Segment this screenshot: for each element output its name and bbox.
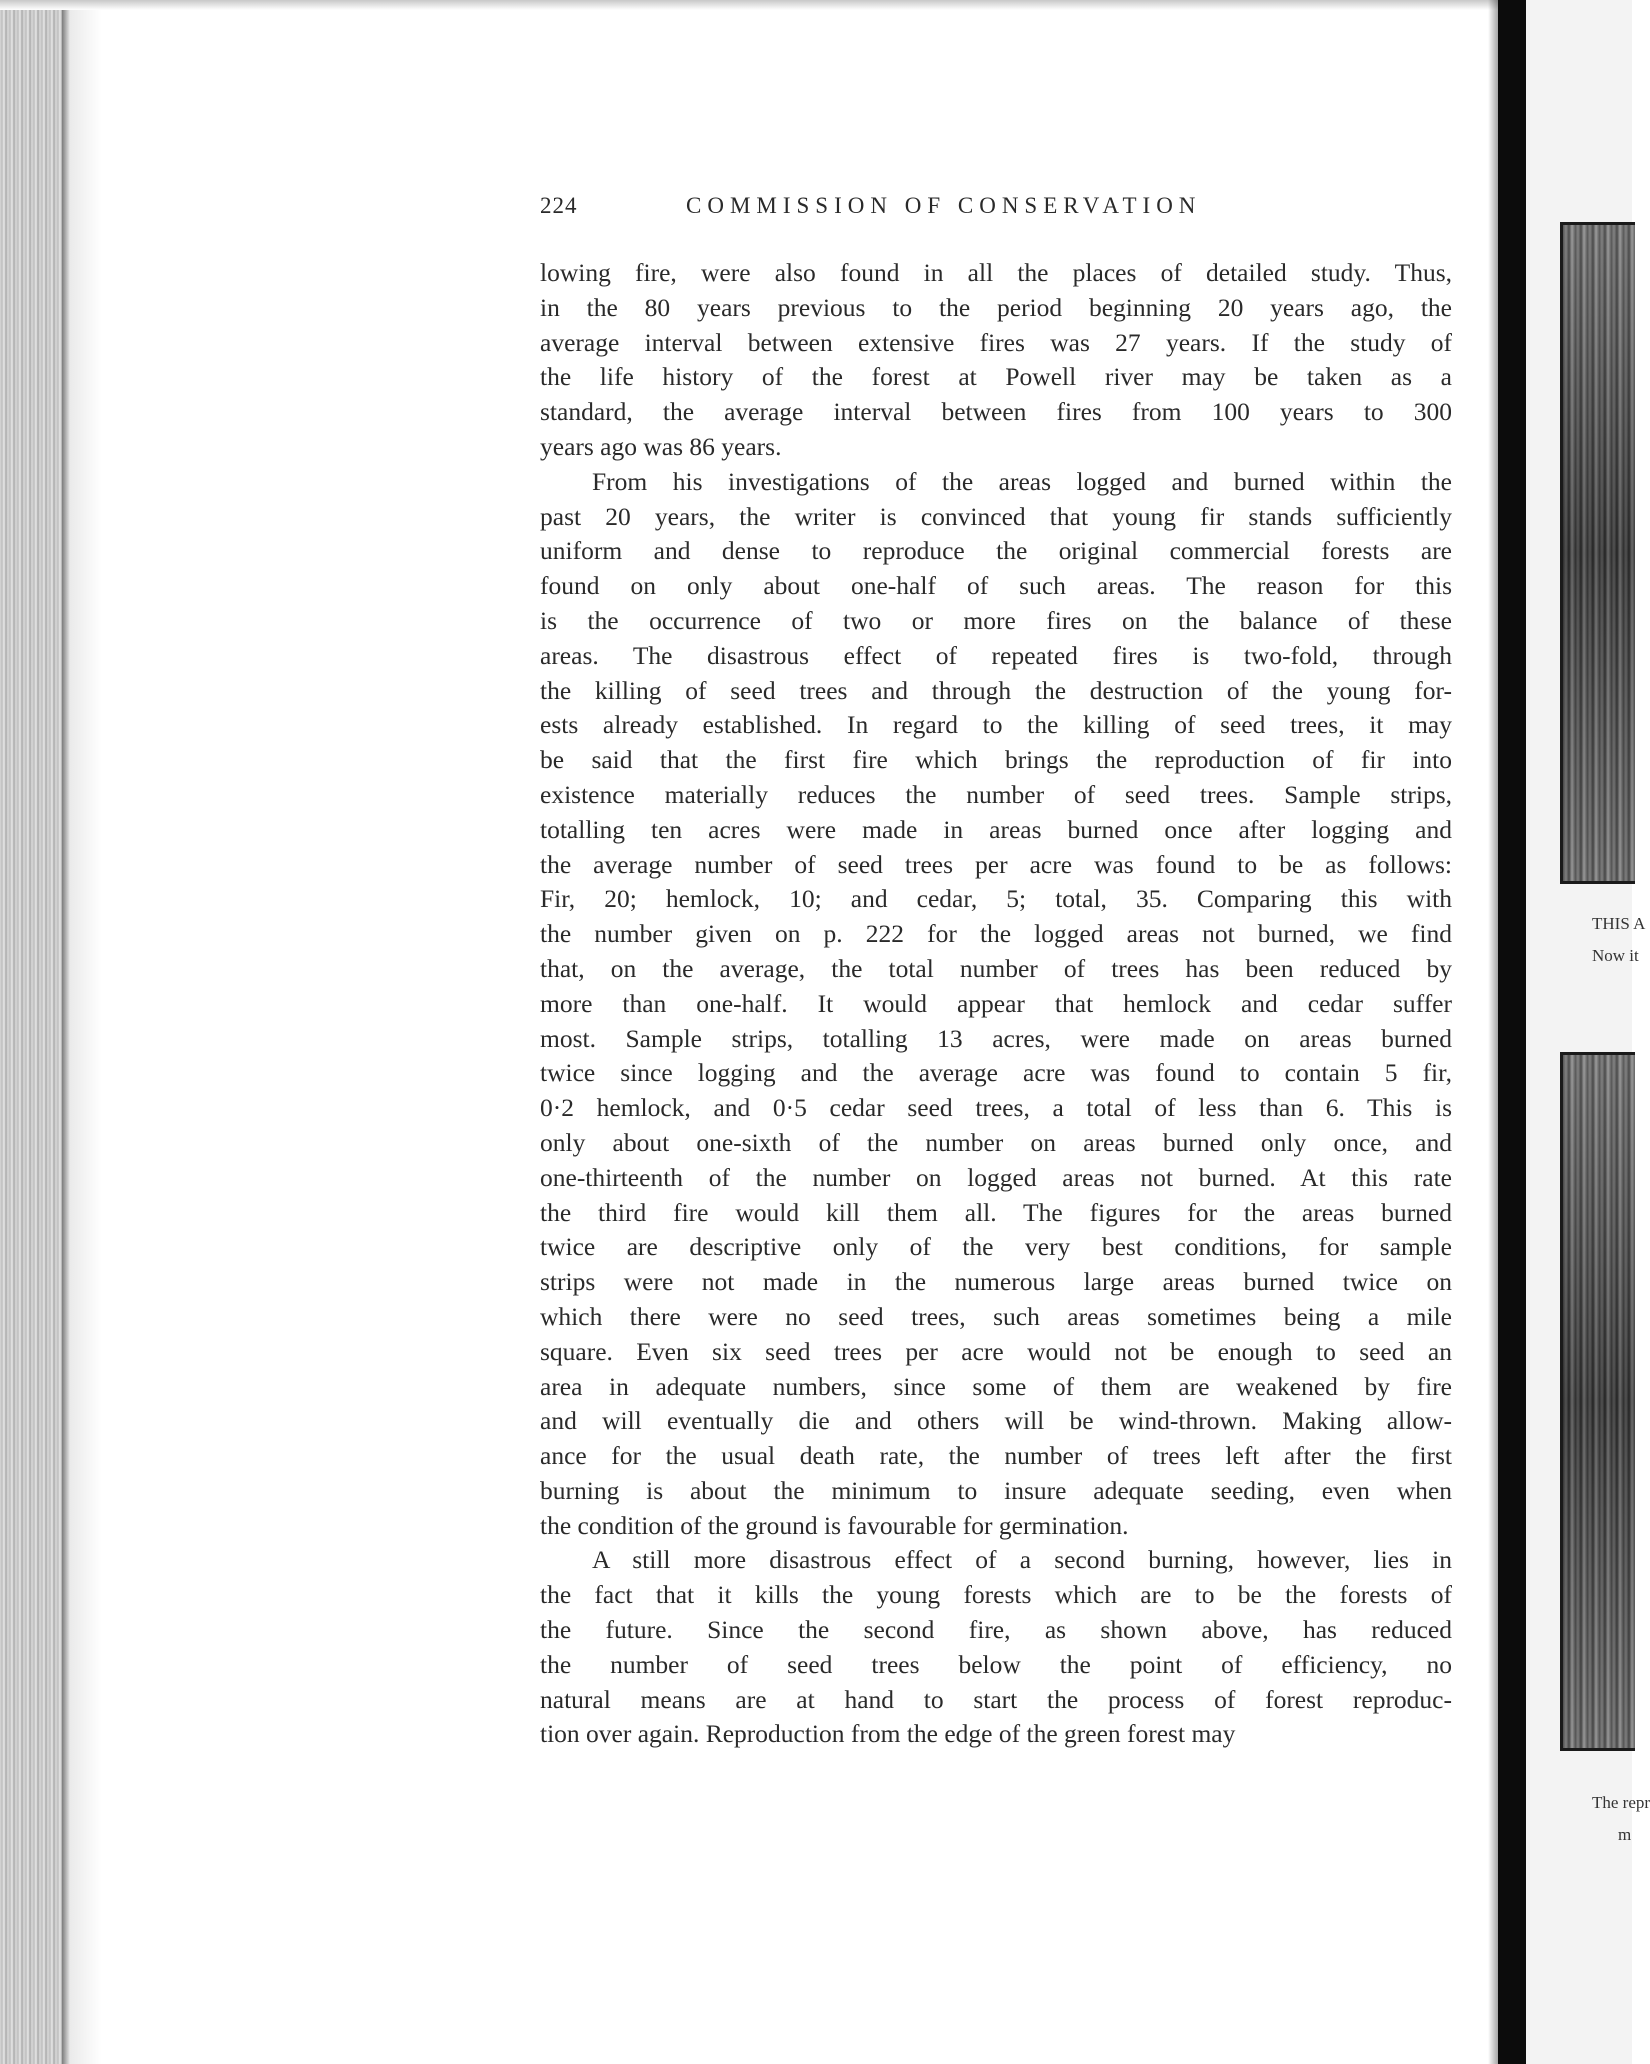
text-line: From his investigations of the areas logged and burned within the: [592, 466, 1452, 496]
text-line: existence materially reduces the number of seed trees. Sample strips,: [540, 779, 1452, 809]
page-top-edge: [0, 0, 1500, 10]
text-line: more than one-half. It would appear that hemlock and cedar suffer: [540, 988, 1452, 1018]
text-line: the number of seed trees below the point of efficiency, no: [540, 1649, 1452, 1679]
text-line: one-thirteenth of the number on logged areas not burned. At this rate: [540, 1162, 1452, 1192]
text-line: is the occurrence of two or more fires on the balance of these: [540, 605, 1452, 635]
text-line: area in adequate numbers, since some of them are weakened by fire: [540, 1371, 1452, 1401]
text-line: areas. The disastrous effect of repeated fires is two-fold, through: [540, 640, 1452, 670]
text-line: burning is about the minimum to insure adequate seeding, even when: [540, 1475, 1452, 1505]
text-line: ests already established. In regard to the killing of seed trees, it may: [540, 710, 1452, 740]
running-head: [540, 193, 1320, 225]
paragraph: [540, 256, 1452, 465]
text-line: found on only about one-half of such areas. The reason for this: [540, 571, 1452, 601]
text-line: tion over again. Reproduction from the edge of the green forest may: [540, 1719, 1236, 1749]
text-line: most. Sample strips, totalling 13 acres, were made on areas burned: [540, 1023, 1452, 1053]
facing-caption-1-line-2: Now it: [1592, 946, 1639, 965]
text-line: Fir, 20; hemlock, 10; and cedar, 5; total, 35. Comparing this with: [540, 884, 1452, 914]
text-line: ance for the usual death rate, the number of trees left after the first: [540, 1441, 1452, 1471]
page-number: 224: [540, 193, 578, 218]
facing-photo-top: [1560, 222, 1635, 884]
facing-caption-1-line-1: THIS A: [1592, 914, 1646, 933]
text-line: the fact that it kills the young forests which are to be the forests of: [540, 1580, 1452, 1610]
text-line: the killing of seed trees and through the destruction of the young for-: [540, 675, 1452, 705]
text-line: the average number of seed trees per acre was found to be as follows:: [540, 849, 1452, 879]
text-line: the condition of the ground is favourable for germination.: [540, 1510, 1129, 1540]
binding-shadow: [62, 0, 102, 2064]
stacked-page-edges: [0, 0, 62, 2064]
text-line: in the 80 years previous to the period beginning 20 years ago, the: [540, 292, 1452, 322]
text-line: past 20 years, the writer is convinced that young fir stands sufficiently: [540, 501, 1452, 531]
text-line: standard, the average interval between fires from 100 years to 300: [540, 397, 1452, 427]
body-text: [540, 256, 1452, 1752]
text-line: only about one-sixth of the number on areas burned only once, and: [540, 1127, 1452, 1157]
text-line: square. Even six seed trees per acre would not be enough to seed an: [540, 1336, 1452, 1366]
text-line: that, on the average, the total number of trees has been reduced by: [540, 953, 1452, 983]
text-line: the number given on p. 222 for the logged areas not burned, we find: [540, 919, 1452, 949]
text-line: twice since logging and the average acre was found to contain 5 fir,: [540, 1058, 1452, 1088]
text-line: A still more disastrous effect of a second burning, however, lies in: [592, 1545, 1452, 1575]
book-gutter: [1498, 0, 1526, 2064]
text-line: the life history of the forest at Powell river may be taken as a: [540, 362, 1452, 392]
text-line: totalling ten acres were made in areas burned once after logging and: [540, 814, 1452, 844]
text-line: be said that the first fire which brings the reproduction of fir into: [540, 745, 1452, 775]
text-line: which there were no seed trees, such areas sometimes being a mile: [540, 1301, 1452, 1331]
text-line: and will eventually die and others will be wind-thrown. Making allow-: [540, 1406, 1452, 1436]
text-line: natural means are at hand to start the process of forest reproduc-: [540, 1684, 1452, 1714]
text-line: average interval between extensive fires was 27 years. If the study of: [540, 327, 1452, 357]
text-line: lowing fire, were also found in all the places of detailed study. Thus,: [540, 258, 1452, 287]
paragraph: [540, 1543, 1452, 1752]
facing-caption-2-line-1: The repr: [1592, 1793, 1650, 1812]
text-line: uniform and dense to reproduce the original commercial forests are: [540, 536, 1452, 566]
facing-page: [1526, 0, 1650, 2064]
facing-photo-bottom: [1560, 1052, 1635, 1751]
text-line: 0·2 hemlock, and 0·5 cedar seed trees, a total of less than 6. This is: [540, 1093, 1452, 1123]
running-title: COMMISSION OF CONSERVATION: [686, 193, 1202, 218]
text-line: twice are descriptive only of the very best conditions, for sample: [540, 1232, 1452, 1262]
facing-caption-2-line-2: m: [1618, 1825, 1632, 1844]
text-line: strips were not made in the numerous large areas burned twice on: [540, 1267, 1452, 1297]
paragraph: [540, 465, 1452, 1544]
text-line: years ago was 86 years.: [540, 431, 782, 461]
text-line: the future. Since the second fire, as shown above, has reduced: [540, 1615, 1452, 1645]
text-line: the third fire would kill them all. The figures for the areas burned: [540, 1197, 1452, 1227]
